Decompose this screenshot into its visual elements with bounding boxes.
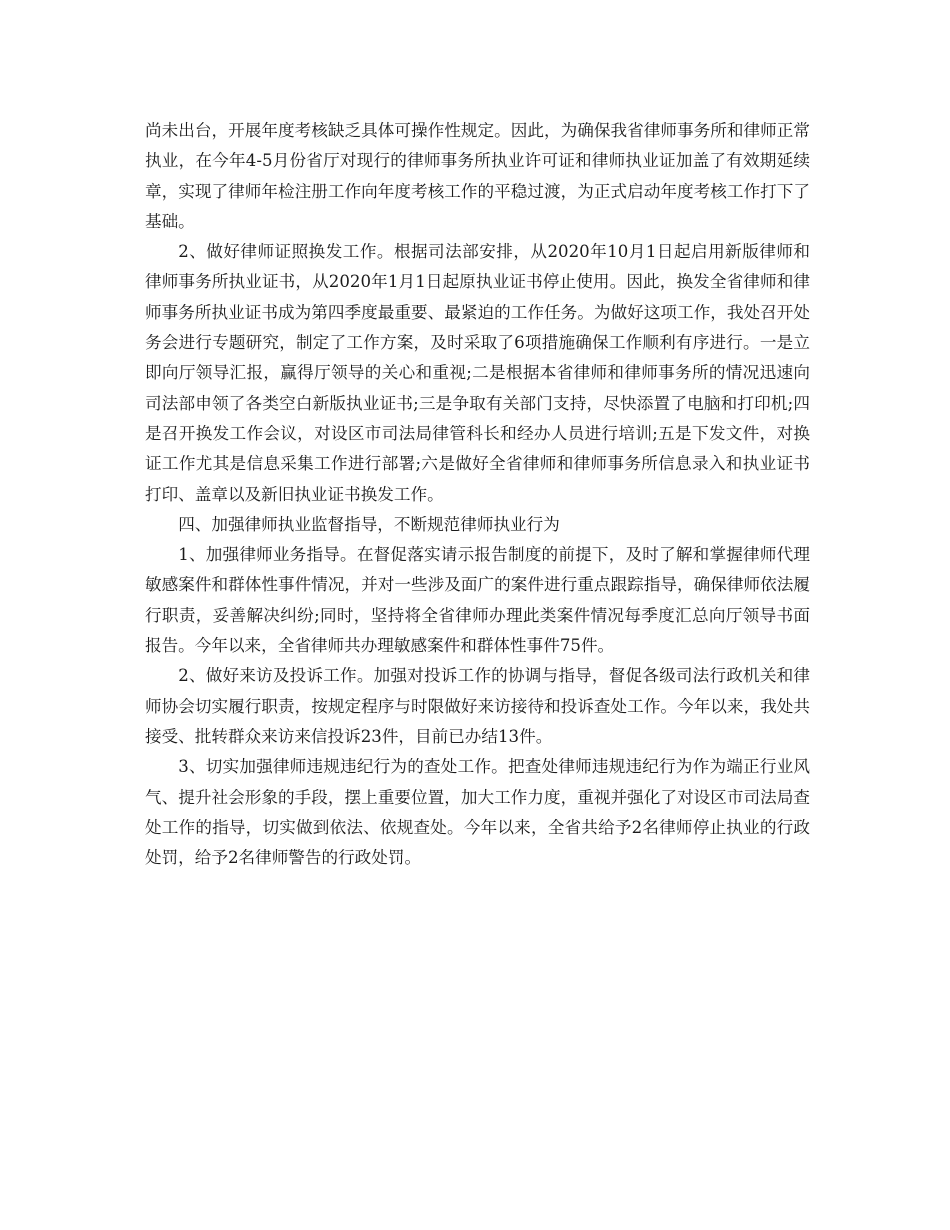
section-heading-4: 四、加强律师执业监督指导，不断规范律师执业行为 [178,514,560,534]
paragraph-2: 2、做好律师证照换发工作。根据司法部安排，从2020年10月1日起启用新版律师和律师事务所执业证书，从2020年1月1日起原执业证书停止使用。因此，换发全省律师和律师事务所执业证书成为第四季度最重要、最紧迫的工作任务。为做好这项工作，我处召开处务会进行专题研究，制定了工作方案，及时采取了6项措施确保工作顺利有序进行。一是立即向厅领导汇报，赢得厅领导的关心和重视;二是根据本省律师和律师事务所的情况迅速向司法部申领了各类空白新版执业证书;三是争取有关部门支持，尽快添置了电脑和打印机;四是召开换发工作会议，对设区市司法局律管科长和经办人员进行培训;五是下发文件，对换证工作尤其是信息采集工作进行部署;六是做好全省律师和律师事务所信息录入和执业证书打印、盖章以及新旧执业证书换发工作。 [145,242,810,504]
document-body [145,116,810,873]
paragraph-5: 3、切实加强律师违规违纪行为的查处工作。把查处律师违规违纪行为作为端正行业风气、提升社会形象的手段，摆上重要位置，加大工作力度，重视并强化了对设区市司法局查处工作的指导，切实做到依法、依规查处。今年以来，全省共给予2名律师停止执业的行政处罚，给予2名律师警告的行政处罚。 [145,757,810,868]
paragraph-4: 2、做好来访及投诉工作。加强对投诉工作的协调与指导，督促各级司法行政机关和律师协会切实履行职责，按规定程序与时限做好来访接待和投诉查处工作。今年以来，我处共接受、批转群众来访来信投诉23件，目前已办结13件。 [145,666,810,746]
paragraph-1: 尚未出台，开展年度考核缺乏具体可操作性规定。因此，为确保我省律师事务所和律师正常执业，在今年4-5月份省厅对现行的律师事务所执业许可证和律师执业证加盖了有效期延续章，实现了律师年检注册工作向年度考核工作的平稳过渡，为正式启动年度考核工作打下了基础。 [145,121,810,231]
paragraph-3: 1、加强律师业务指导。在督促落实请示报告制度的前提下，及时了解和掌握律师代理敏感案件和群体性事件情况，并对一些涉及面广的案件进行重点跟踪指导，确保律师依法履行职责，妥善解决纠纷;同时，坚持将全省律师办理此类案件情况每季度汇总向厅领导书面报告。今年以来，全省律师共办理敏感案件和群体性事件75件。 [145,545,810,656]
